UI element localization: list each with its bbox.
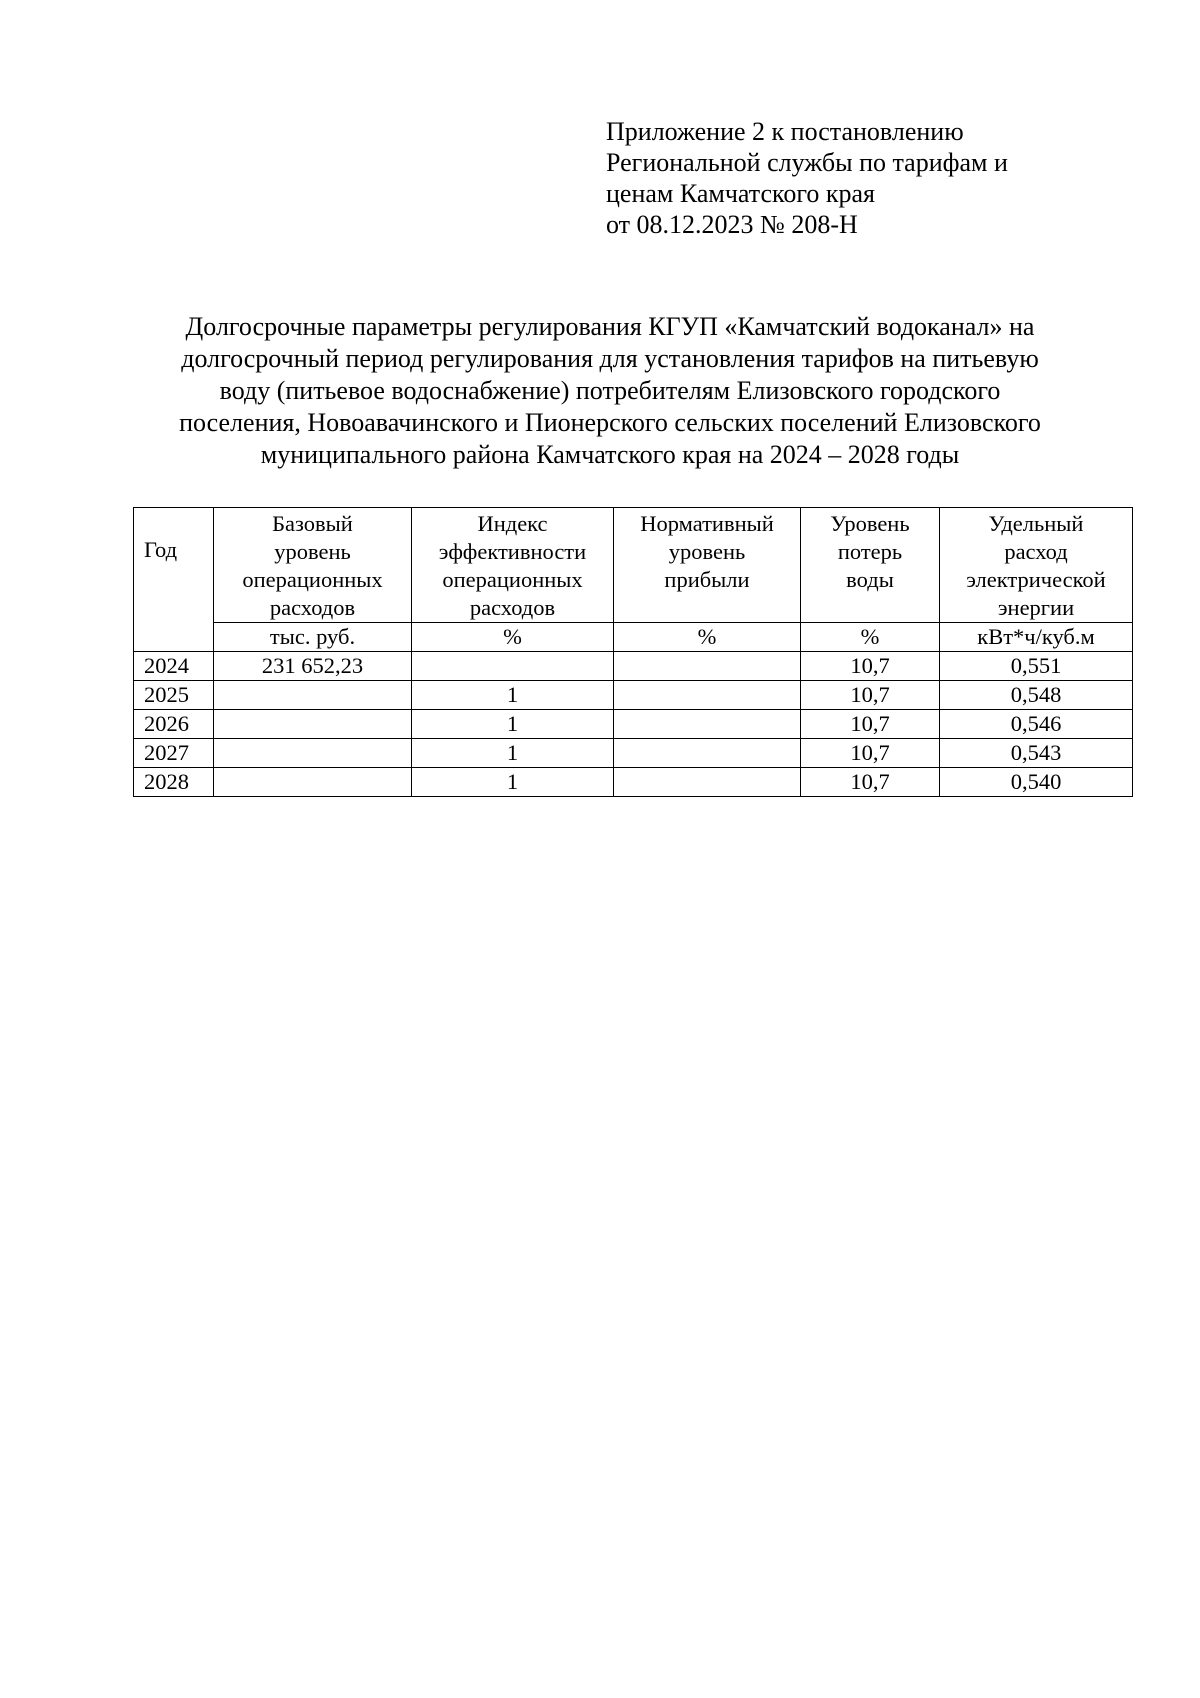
table-row [134, 681, 1133, 710]
cell-profit-level [614, 652, 801, 681]
table-header-row [134, 508, 1133, 623]
cell-year: 2024 [134, 652, 214, 681]
cell-profit-level [614, 681, 801, 710]
cell-efficiency-index: 1 [412, 710, 614, 739]
cell-water-loss: 10,7 [801, 768, 940, 797]
cell-year: 2027 [134, 739, 214, 768]
title-line: муниципального района Камчатского края на 2024 – 2028 годы [260, 440, 960, 469]
cell-profit-level [614, 739, 801, 768]
header-water-loss: Уровень потерь воды [801, 508, 940, 623]
table-row [134, 768, 1133, 797]
unit-base-opex: тыс. руб. [214, 623, 412, 652]
unit-energy-consumption: кВт*ч/куб.м [940, 623, 1133, 652]
cell-base-opex [214, 710, 412, 739]
parameters-table [133, 507, 1133, 797]
cell-profit-level [614, 710, 801, 739]
cell-water-loss: 10,7 [801, 652, 940, 681]
title-line: воду (питьевое водоснабжение) потребителям Елизовского городского [219, 376, 1001, 405]
cell-year: 2026 [134, 710, 214, 739]
cell-water-loss: 10,7 [801, 739, 940, 768]
unit-water-loss: % [801, 623, 940, 652]
cell-energy-consumption: 0,543 [940, 739, 1133, 768]
cell-efficiency-index: 1 [412, 681, 614, 710]
appendix-line: Приложение 2 к постановлению [606, 117, 964, 146]
table-units-row [134, 623, 1133, 652]
cell-energy-consumption: 0,540 [940, 768, 1133, 797]
cell-water-loss: 10,7 [801, 710, 940, 739]
appendix-reference [606, 116, 1126, 240]
cell-base-opex [214, 768, 412, 797]
cell-year: 2028 [134, 768, 214, 797]
unit-efficiency-index: % [412, 623, 614, 652]
cell-energy-consumption: 0,551 [940, 652, 1133, 681]
header-base-opex: Базовый уровень операционных расходов [214, 508, 412, 623]
cell-efficiency-index: 1 [412, 768, 614, 797]
header-efficiency-index: Индекс эффективности операционных расходов [412, 508, 614, 623]
table-row [134, 739, 1133, 768]
title-line: Долгосрочные параметры регулирования КГУП «Камчатский водоканал» на [185, 312, 1035, 341]
cell-base-opex: 231 652,23 [214, 652, 412, 681]
table-row [134, 710, 1133, 739]
cell-efficiency-index [412, 652, 614, 681]
cell-year: 2025 [134, 681, 214, 710]
cell-base-opex [214, 739, 412, 768]
appendix-line: ценам Камчатского края [606, 179, 875, 208]
cell-water-loss: 10,7 [801, 681, 940, 710]
header-energy-consumption: Удельный расход электрической энергии [940, 508, 1133, 623]
unit-profit-level: % [614, 623, 801, 652]
cell-energy-consumption: 0,548 [940, 681, 1133, 710]
document-title [120, 311, 1100, 471]
cell-base-opex [214, 681, 412, 710]
title-line: долгосрочный период регулирования для установления тарифов на питьевую [181, 344, 1039, 373]
cell-profit-level [614, 768, 801, 797]
header-year: Год [134, 508, 214, 652]
header-profit-level: Нормативный уровень прибыли [614, 508, 801, 623]
appendix-line: Региональной службы по тарифам и [606, 148, 1008, 177]
appendix-line: от 08.12.2023 № 208-Н [606, 210, 858, 239]
table-row [134, 652, 1133, 681]
cell-efficiency-index: 1 [412, 739, 614, 768]
cell-energy-consumption: 0,546 [940, 710, 1133, 739]
title-line: поселения, Новоавачинского и Пионерского сельских поселений Елизовского [179, 408, 1041, 437]
